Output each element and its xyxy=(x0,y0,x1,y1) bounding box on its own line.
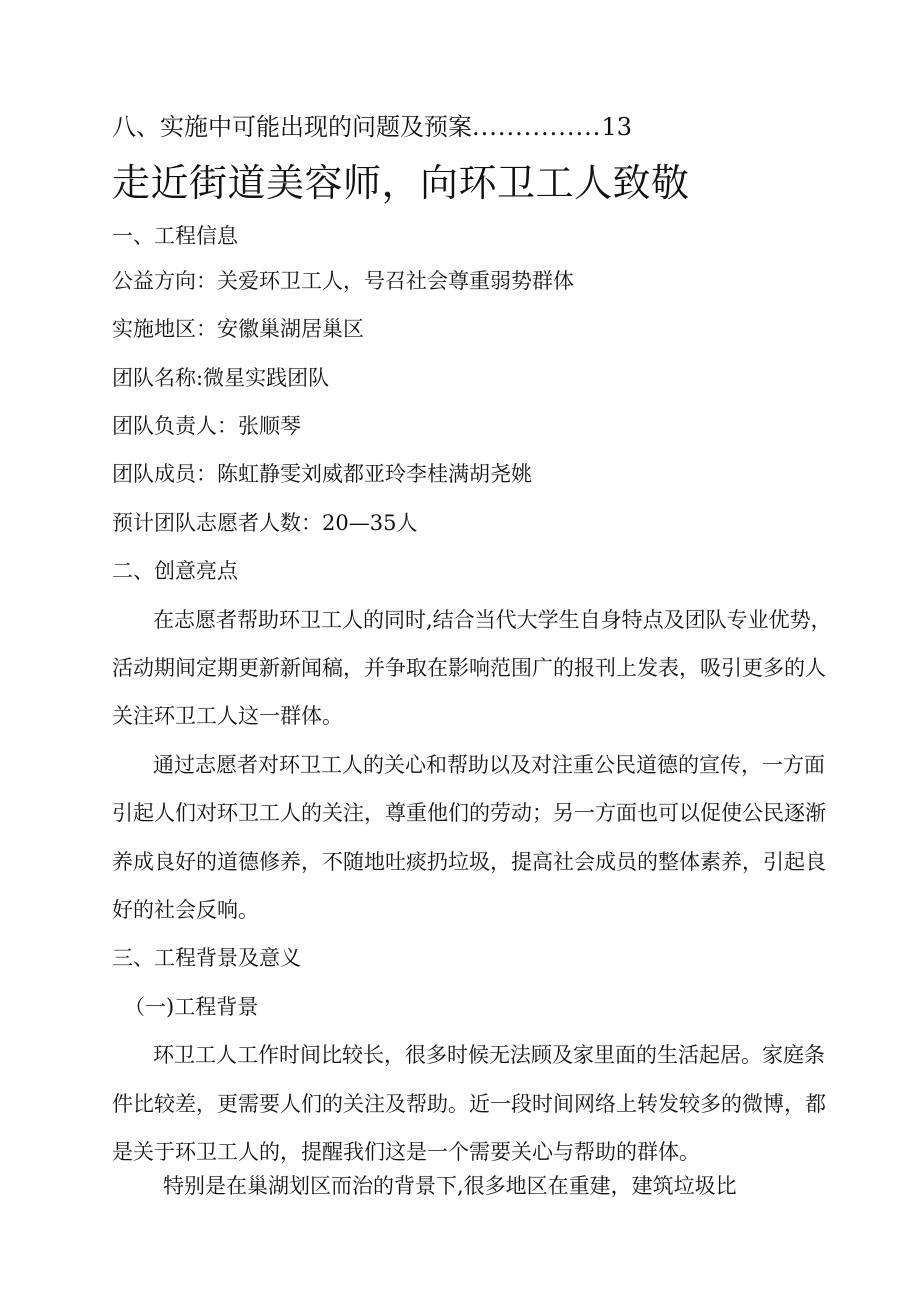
section2-para2-line: 通过志愿者对环卫工人的关心和帮助以及对注重公民道德的宣传，一方面 xyxy=(153,753,825,777)
section2-heading: 二、创意亮点 xyxy=(112,559,238,583)
section3-subheading: （一)工程背景 xyxy=(124,995,259,1019)
info-team-members: 团队成员：陈虹静雯刘威都亚玲李桂满胡尧姚 xyxy=(112,462,532,486)
toc-leader-dots: ............... xyxy=(472,113,602,141)
section2-para1-line: 活动期间定期更新新闻稿，并争取在影响范围广的报刊上发表，吸引更多的人 xyxy=(112,656,826,680)
section3-para1-line: 是关于环卫工人的，提醒我们这是一个需要关心与帮助的群体。 xyxy=(112,1140,700,1164)
section1-heading: 一、工程信息 xyxy=(112,224,238,248)
section2-para1-line: 在志愿者帮助环卫工人的同时,结合当代大学生自身特点及团队专业优势， xyxy=(153,608,832,632)
toc-entry-text: 八、实施中可能出现的问题及预案 xyxy=(112,113,472,141)
document-title: 走近街道美容师，向环卫工人致敬 xyxy=(112,161,690,205)
info-team-leader: 团队负责人：张顺琴 xyxy=(112,414,301,438)
section3-para1-line: 环卫工人工作时间比较长，很多时候无法顾及家里面的生活起居。家庭条 xyxy=(153,1043,825,1067)
section3-heading: 三、工程背景及意义 xyxy=(112,946,301,970)
info-team-name: 团队名称:微星实践团队 xyxy=(112,366,330,390)
section3-para1-line: 件比较差，更需要人们的关注及帮助。近一段时间网络上转发较多的微博，都 xyxy=(112,1092,826,1116)
info-volunteer-count: 预计团队志愿者人数：20—35人 xyxy=(112,511,418,535)
section2-para2-line: 好的社会反响。 xyxy=(112,898,259,922)
info-region: 实施地区：安徽巢湖居巢区 xyxy=(112,317,364,341)
info-public-direction: 公益方向：关爱环卫工人，号召社会尊重弱势群体 xyxy=(112,269,574,293)
toc-entry[interactable] xyxy=(112,112,632,142)
section2-para2-line: 养成良好的道德修养，不随地吐痰扔垃圾，提高社会成员的整体素养，引起良 xyxy=(112,850,826,874)
section3-para2-line: 特别是在巢湖划区而治的背景下,很多地区在重建，建筑垃圾比 xyxy=(163,1174,737,1198)
section2-para2-line: 引起人们对环卫工人的关注，尊重他们的劳动；另一方面也可以促使公民逐渐 xyxy=(112,801,826,825)
toc-page-number: 13 xyxy=(601,113,632,141)
section2-para1-line: 关注环卫工人这一群体。 xyxy=(112,704,343,728)
